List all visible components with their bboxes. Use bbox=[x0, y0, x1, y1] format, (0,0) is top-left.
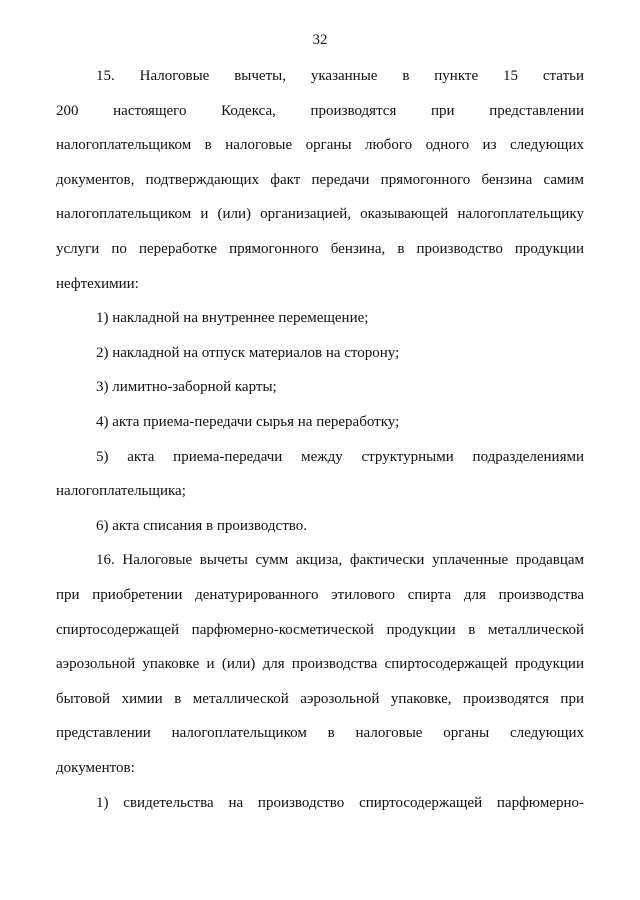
text-line: 4) акта приема-передачи сырья на переработку; bbox=[96, 414, 400, 430]
text-line: услуги по переработке прямогонного бензина, в производство продукции bbox=[56, 241, 584, 257]
text-line: 5) акта приема-передачи между структурными подразделениями bbox=[96, 449, 584, 465]
text-line: при приобретении денатурированного этилового спирта для производства bbox=[56, 587, 584, 603]
text-line: бытовой химии в металлической аэрозольной упаковке, производятся при bbox=[56, 691, 584, 707]
text-line: документов, подтверждающих факт передачи прямогонного бензина самим bbox=[56, 172, 584, 188]
text-line: налогоплательщика; bbox=[56, 483, 186, 499]
text-line: 6) акта списания в производство. bbox=[96, 518, 307, 534]
text-line: налогоплательщиком в налоговые органы любого одного из следующих bbox=[56, 137, 584, 153]
text-line: представлении налогоплательщиком в налоговые органы следующих bbox=[56, 725, 584, 741]
text-line: 2) накладной на отпуск материалов на сторону; bbox=[96, 345, 400, 361]
text-line: 3) лимитно-заборной карты; bbox=[96, 379, 277, 395]
text-line: спиртосодержащей парфюмерно-косметической продукции в металлической bbox=[56, 622, 584, 638]
text-line: 15. Налоговые вычеты, указанные в пункте 15 статьи bbox=[96, 68, 584, 84]
text-line: нефтехимии: bbox=[56, 276, 139, 292]
text-line: 1) свидетельства на производство спиртосодержащей парфюмерно- bbox=[96, 795, 584, 811]
page-number: 32 bbox=[312, 32, 328, 48]
text-line: документов: bbox=[56, 760, 135, 776]
text-line: аэрозольной упаковке и (или) для производства спиртосодержащей продукции bbox=[56, 656, 584, 672]
text-line: 16. Налоговые вычеты сумм акциза, фактически уплаченные продавцам bbox=[96, 552, 584, 568]
text-line: 1) накладной на внутреннее перемещение; bbox=[96, 310, 369, 326]
text-line: налогоплательщиком и (или) организацией, оказывающей налогоплательщику bbox=[56, 206, 584, 222]
text-line: 200 настоящего Кодекса, производятся при представлении bbox=[56, 103, 584, 119]
